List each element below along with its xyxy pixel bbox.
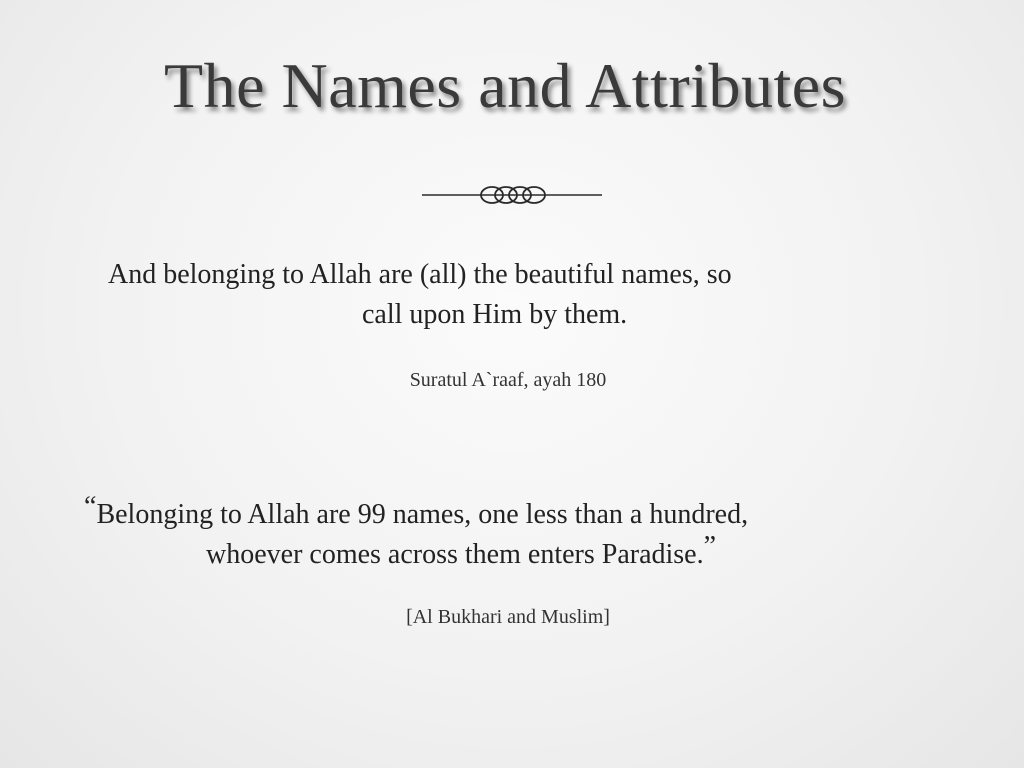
hadith-quote-line-2 <box>84 531 984 575</box>
flourish-divider-icon <box>420 180 604 210</box>
hadith-quote-line-1 <box>84 491 984 535</box>
slide-title: The Names and Attributes <box>163 50 847 121</box>
close-quote-mark: ” <box>703 531 717 562</box>
quran-quote-line-2: call upon Him by them. <box>362 299 628 330</box>
quran-quote <box>108 255 928 335</box>
hadith-reference: [Al Bukhari and Muslim] <box>406 606 610 628</box>
quran-quote-line-1: And belonging to Allah are (all) the beautiful names, so <box>108 259 732 290</box>
hadith-quote <box>84 491 984 575</box>
open-quote-mark: “ <box>84 491 97 522</box>
hadith-line-1-text: Belonging to Allah are 99 names, one less than a hundred, <box>96 499 749 530</box>
hadith-line-2-text: whoever comes across them enters Paradise. <box>206 539 704 570</box>
quran-reference: Suratul A`raaf, ayah 180 <box>409 369 607 391</box>
